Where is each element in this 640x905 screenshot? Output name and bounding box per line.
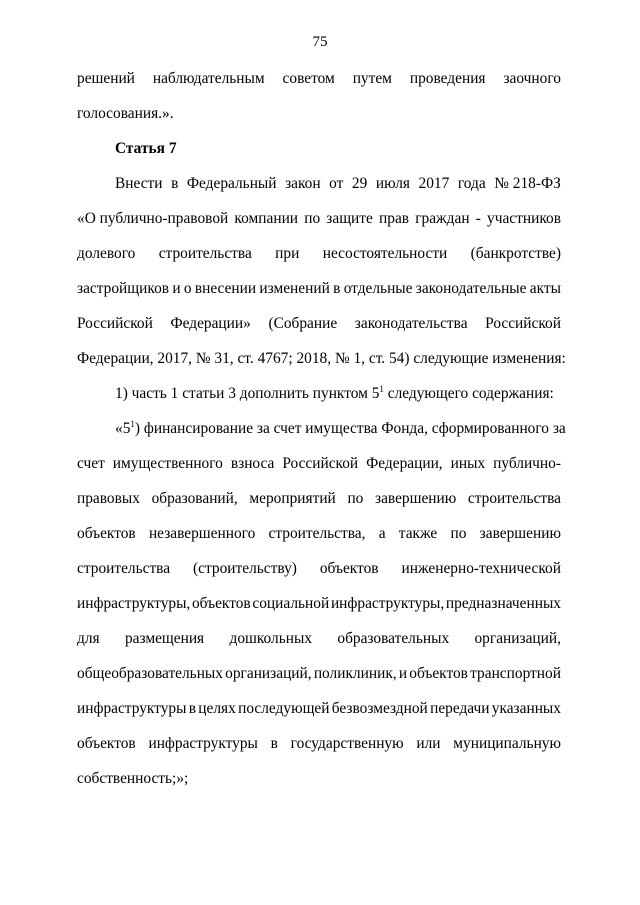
word: строительства, [268, 525, 366, 542]
paragraph-line: Федерации, 2017, № 31, ст. 4767; 2018, № 1, ст. 54) следующие изменения: [77, 350, 566, 367]
word: инфраструктуры, [330, 595, 445, 612]
word: объектов [409, 665, 468, 682]
word: года [457, 175, 486, 192]
word: объектов [191, 595, 251, 612]
item-text: 1) часть 1 статьи 3 дополнить пунктом 5 [115, 385, 380, 402]
paragraph-line [77, 279, 561, 299]
word: заочного [503, 70, 561, 87]
word: предназначенных [445, 595, 561, 612]
word: по [450, 525, 467, 542]
word: объектов [319, 560, 379, 577]
word: размещения [124, 630, 205, 647]
word: Федерации» [170, 315, 251, 332]
quote-line [77, 559, 561, 579]
word: государственную [290, 735, 404, 752]
quote-text: ) финансирование за счет имущества Фонда, сформированного за [134, 420, 566, 437]
word: объектов [77, 525, 136, 542]
word: 2017 [418, 175, 450, 192]
word: объектов [77, 735, 136, 752]
word: Федерации, [366, 455, 443, 472]
word: также [398, 525, 438, 542]
word: муниципальную [453, 735, 561, 752]
word: в [171, 175, 179, 192]
quote-line [77, 489, 561, 509]
quote-line [77, 454, 561, 474]
word: компании [234, 210, 299, 227]
quote-line [77, 699, 561, 719]
word: июля [375, 175, 410, 192]
word: и [398, 665, 408, 682]
word: организаций, [474, 630, 561, 647]
word: организаций, [225, 665, 312, 682]
quote-line [77, 594, 561, 614]
paragraph-line [77, 209, 561, 229]
word: изменений [259, 280, 330, 297]
word: дошкольных [229, 630, 313, 647]
article-heading: Статья 7 [115, 140, 177, 157]
word: взноса [230, 455, 275, 472]
word: в [333, 280, 341, 297]
word: иных [450, 455, 486, 472]
word: о [183, 280, 192, 297]
word: (банкротстве) [470, 245, 561, 262]
word: поликлиник, [313, 665, 397, 682]
word: советом [282, 70, 335, 87]
word: (строительству) [193, 560, 297, 577]
quote-text: «5 [115, 420, 131, 437]
word: № 218-ФЗ [494, 175, 561, 192]
word: инфраструктуры, [77, 595, 191, 612]
word: инженерно-технической [401, 560, 561, 577]
word: по [347, 490, 364, 507]
word: правовых [77, 490, 140, 507]
word: незавершенного [148, 525, 256, 542]
word: - [475, 210, 481, 227]
word: долевого [77, 245, 136, 262]
word: социальной [252, 595, 330, 612]
word: завершению [479, 525, 561, 542]
word: строительства [467, 490, 561, 507]
word: Внести [115, 175, 163, 192]
word: транспортной [470, 665, 561, 682]
paragraph-line [115, 174, 561, 194]
word: инфраструктуры [148, 735, 258, 752]
word: наблюдательным [152, 70, 265, 87]
word: мероприятий [249, 490, 336, 507]
word: закон [285, 175, 321, 192]
word: по [304, 210, 321, 227]
quote-line [77, 734, 561, 754]
word: безвозмездной [331, 700, 428, 717]
paragraph-line: голосования.». [77, 105, 174, 122]
word: путем [352, 70, 392, 87]
superscript: 1 [130, 419, 135, 429]
word: публично- [493, 455, 561, 472]
quote-line [77, 524, 561, 544]
quote-line [77, 664, 561, 684]
word: прав [379, 210, 410, 227]
word: 29 [351, 175, 368, 192]
word: или [416, 735, 441, 752]
word: внесении [194, 280, 257, 297]
word: отдельные [343, 280, 413, 297]
word: участников [487, 210, 561, 227]
word: Федеральный [186, 175, 277, 192]
word: инфраструктуры [77, 700, 187, 717]
word: для [77, 630, 100, 647]
list-item [115, 384, 561, 404]
word: в [188, 700, 196, 717]
quote-line [77, 629, 561, 649]
word: образований, [151, 490, 238, 507]
word: в [270, 735, 278, 752]
paragraph-line [77, 244, 561, 264]
word: Российской [77, 315, 153, 332]
word: законодательные [415, 280, 527, 297]
superscript: 1 [379, 384, 384, 394]
word: защите [326, 210, 373, 227]
word: имущественного [112, 455, 223, 472]
word: при [275, 245, 300, 262]
paragraph-line [77, 314, 561, 334]
word: граждан [415, 210, 470, 227]
word: Российской [282, 455, 359, 472]
paragraph-line [77, 69, 561, 89]
word: последующей [238, 700, 330, 717]
page-number: 75 [312, 34, 328, 50]
word: общеобразовательных [77, 665, 223, 682]
word: строительства [77, 560, 171, 577]
word: завершению [375, 490, 457, 507]
word: Российской [485, 315, 561, 332]
word: а [378, 525, 386, 542]
word: акты [529, 280, 561, 297]
quote-line [115, 419, 566, 439]
word: счет [77, 455, 105, 472]
word: образовательных [337, 630, 450, 647]
word: застройщиков [77, 280, 170, 297]
word: передачи [430, 700, 490, 717]
word: от [329, 175, 344, 192]
word: целях [198, 700, 236, 717]
word: строительства [158, 245, 252, 262]
word: решений [77, 70, 135, 87]
word: и [172, 280, 181, 297]
word: указанных [491, 700, 561, 717]
quote-line: собственность;»; [77, 770, 189, 787]
word: «О публично-правовой [77, 210, 229, 227]
item-text: следующего содержания: [383, 385, 554, 402]
word: проведения [409, 70, 486, 87]
word: законодательства [354, 315, 468, 332]
word: несостоятельности [322, 245, 448, 262]
word: (Собрание [268, 315, 338, 332]
